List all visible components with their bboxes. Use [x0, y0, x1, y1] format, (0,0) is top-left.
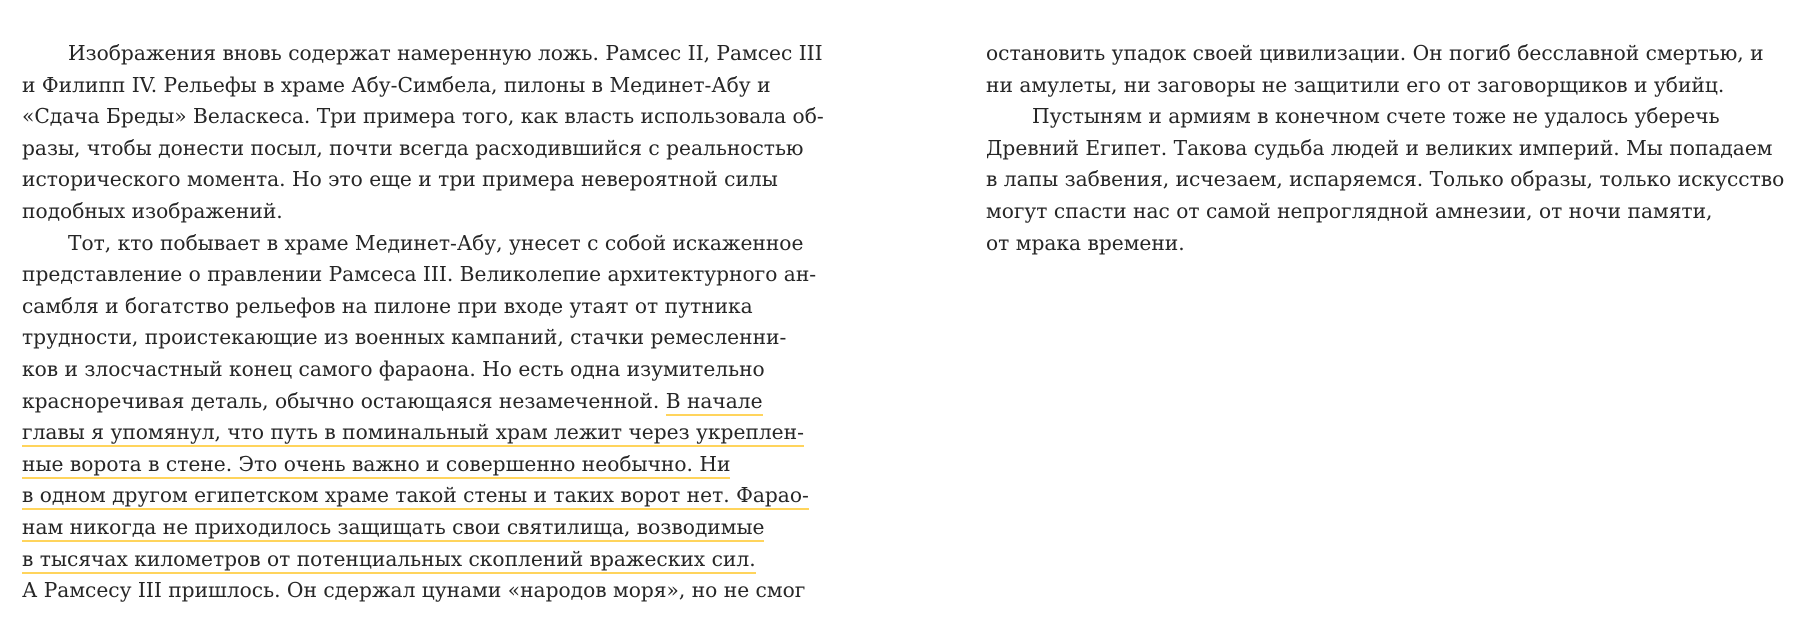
text-line: Древний Египет. Такова судьба людей и великих империй. Мы попадаем	[986, 135, 1773, 160]
text-line: Тот, кто побывает в храме Мединет-Абу, унесет с собой искаженное	[68, 230, 804, 255]
text-line: Изображения вновь содержат намеренную ложь. Рамсес II, Рамсес III	[68, 41, 823, 65]
text-line: представление о правлении Рамсеса III. Великолепие архитектурного ан-	[22, 262, 817, 287]
text-line	[22, 512, 842, 544]
text-line: исторического момента. Но это еще и три примера невероятной силы	[22, 167, 778, 192]
text-line: могут спасти нас от самой непроглядной амнезии, от ночи памяти,	[986, 198, 1713, 223]
text-line: в лапы забвения, исчезаем, испаряемся. Только образы, только искусство	[986, 167, 1785, 192]
text-line: ков и злосчастный конец самого фараона. Но есть одна изумительно	[22, 356, 765, 381]
text-line: остановить упадок своей цивилизации. Он погиб бесславной смертью, и	[986, 41, 1764, 65]
text-line	[22, 544, 842, 576]
text-line: и Филипп IV. Рельефы в храме Абу-Симбела, пилоны в Мединет-Абу и	[22, 72, 771, 97]
text-line	[22, 480, 842, 512]
highlighted-text[interactable]: в тысячах километров от потенциальных скоплений вражеских сил.	[22, 547, 756, 574]
text-line: Пустыням и армиям в конечном счете тоже не удалось уберечь	[1032, 104, 1720, 129]
text-segment: красноречивая деталь, обычно остающаяся незамеченной.	[22, 388, 666, 413]
text-line: от мрака времени.	[986, 230, 1185, 255]
left-text-column	[22, 38, 842, 607]
highlighted-text[interactable]: ные ворота в стене. Это очень важно и совершенно необычно. Ни	[22, 452, 730, 479]
text-line	[22, 417, 842, 449]
highlighted-text[interactable]: в одном другом египетском храме такой стены и таких ворот нет. Фарао-	[22, 483, 809, 510]
text-line: трудности, проистекающие из военных кампаний, стачки ремесленни-	[22, 325, 787, 350]
text-line	[22, 449, 842, 481]
text-line: подобных изображений.	[22, 198, 283, 223]
text-line: «Сдача Бреды» Веласкеса. Три примера того, как власть использовала об-	[22, 104, 824, 129]
text-line: самбля и богатство рельефов на пилоне при входе утаят от путника	[22, 293, 753, 318]
highlighted-text[interactable]: нам никогда не приходилось защищать свои святилища, возводимые	[22, 515, 764, 542]
highlighted-text[interactable]: В начале	[666, 389, 763, 416]
highlighted-text[interactable]: главы я упомянул, что путь в поминальный храм лежит через укреплен-	[22, 420, 804, 447]
text-line: ни амулеты, ни заговоры не защитили его от заговорщиков и убийц.	[986, 72, 1725, 97]
text-line: разы, чтобы донести посыл, почти всегда расходившийся с реальностью	[22, 135, 804, 160]
text-line	[22, 386, 842, 418]
text-line: А Рамсесу III пришлось. Он сдержал цунами «народов моря», но не смог	[22, 578, 806, 603]
right-text-column	[986, 38, 1806, 259]
